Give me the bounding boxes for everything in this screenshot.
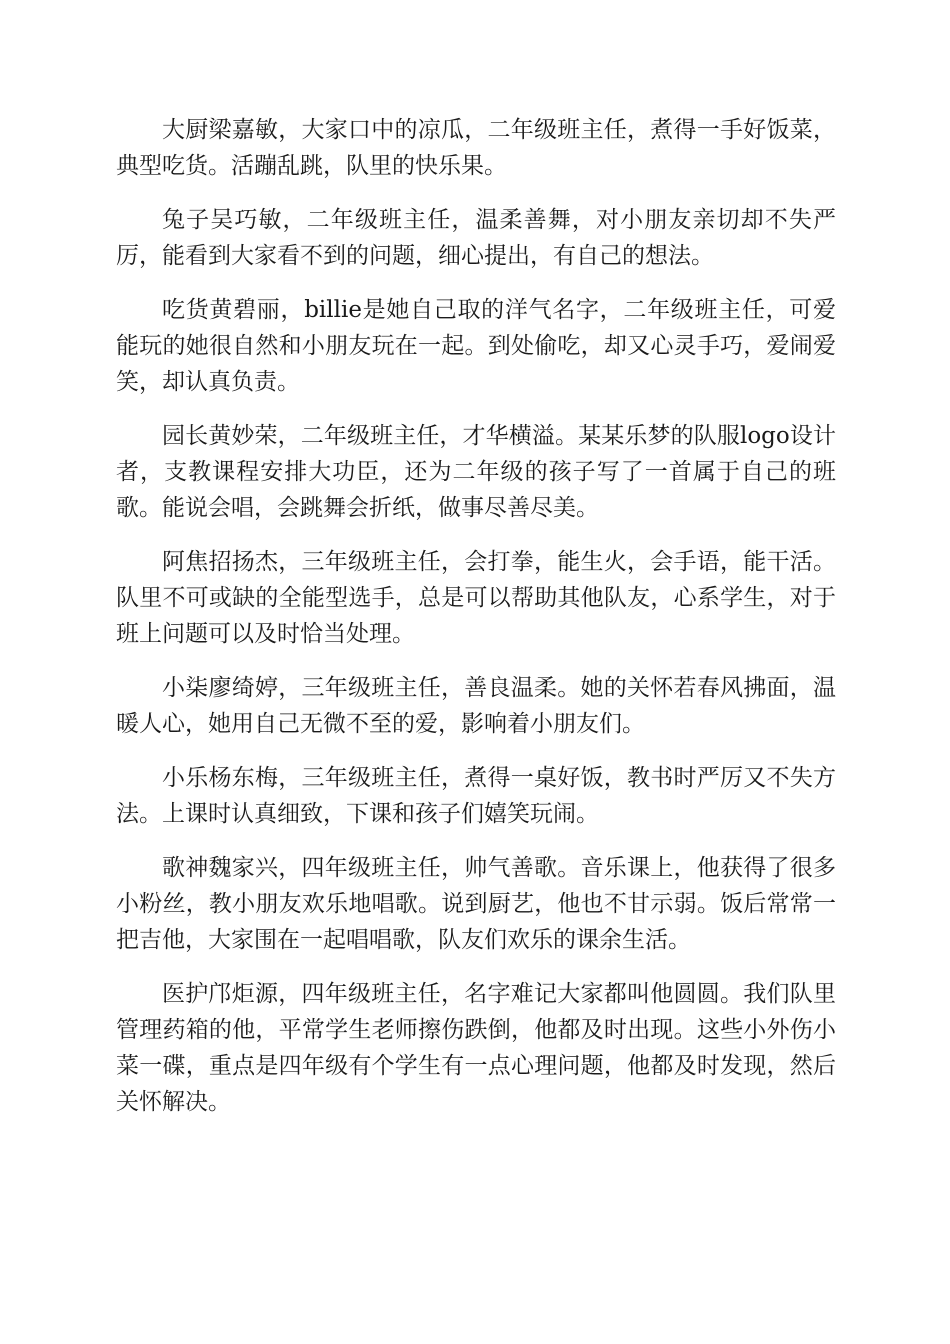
- paragraph-wei-jiaxing: 歌神魏家兴，四年级班主任，帅气善歌。音乐课上，他获得了很多小粉丝，教小朋友欢乐地唱歌。说到厨艺，他也不甘示弱。饭后常常一把吉他，大家围在一起唱唱歌，队友们欢乐的课余生活。: [116, 855, 836, 953]
- paragraph-huang-miaorong: 园长黄妙荣，二年级班主任，才华横溢。某某乐梦的队服logo设计者，支教课程安排大功臣，还为二年级的孩子写了一首属于自己的班歌。能说会唱，会跳舞会折纸，做事尽善尽美。: [116, 423, 836, 521]
- paragraph-liang-jiamin: 大厨梁嘉敏，大家口中的凉瓜，二年级班主任，煮得一手好饭菜，典型吃货。活蹦乱跳，队里的快乐果。: [116, 117, 836, 179]
- paragraph-wu-qiaomin: 兔子吴巧敏，二年级班主任，温柔善舞，对小朋友亲切却不失严厉，能看到大家看不到的问题，细心提出，有自己的想法。: [116, 207, 836, 269]
- paragraph-huang-bili: 吃货黄碧丽，billie是她自己取的洋气名字，二年级班主任，可爱能玩的她很自然和小朋友玩在一起。到处偷吃，却又心灵手巧，爱闹爱笑，却认真负责。: [116, 297, 836, 395]
- paragraph-kuang-juyuan: 医护邝炬源，四年级班主任，名字难记大家都叫他圆圆。我们队里管理药箱的他，平常学生老师擦伤跌倒，他都及时出现。这些小外伤小菜一碟，重点是四年级有个学生有一点心理问题，他都及时发现，然后关怀解决。: [116, 981, 836, 1115]
- paragraph-liao-qiting: 小柒廖绮婷，三年级班主任，善良温柔。她的关怀若春风拂面，温暖人心，她用自己无微不至的爱，影响着小朋友们。: [116, 675, 836, 737]
- paragraph-yang-dongmei: 小乐杨东梅，三年级班主任，煮得一桌好饭，教书时严厉又不失方法。上课时认真细致，下课和孩子们嬉笑玩闹。: [116, 765, 836, 827]
- document-body: [116, 112, 836, 1138]
- paragraph-zhao-yangjie: 阿焦招扬杰，三年级班主任，会打拳，能生火，会手语，能干活。队里不可或缺的全能型选手，总是可以帮助其他队友，心系学生，对于班上问题可以及时恰当处理。: [116, 549, 836, 647]
